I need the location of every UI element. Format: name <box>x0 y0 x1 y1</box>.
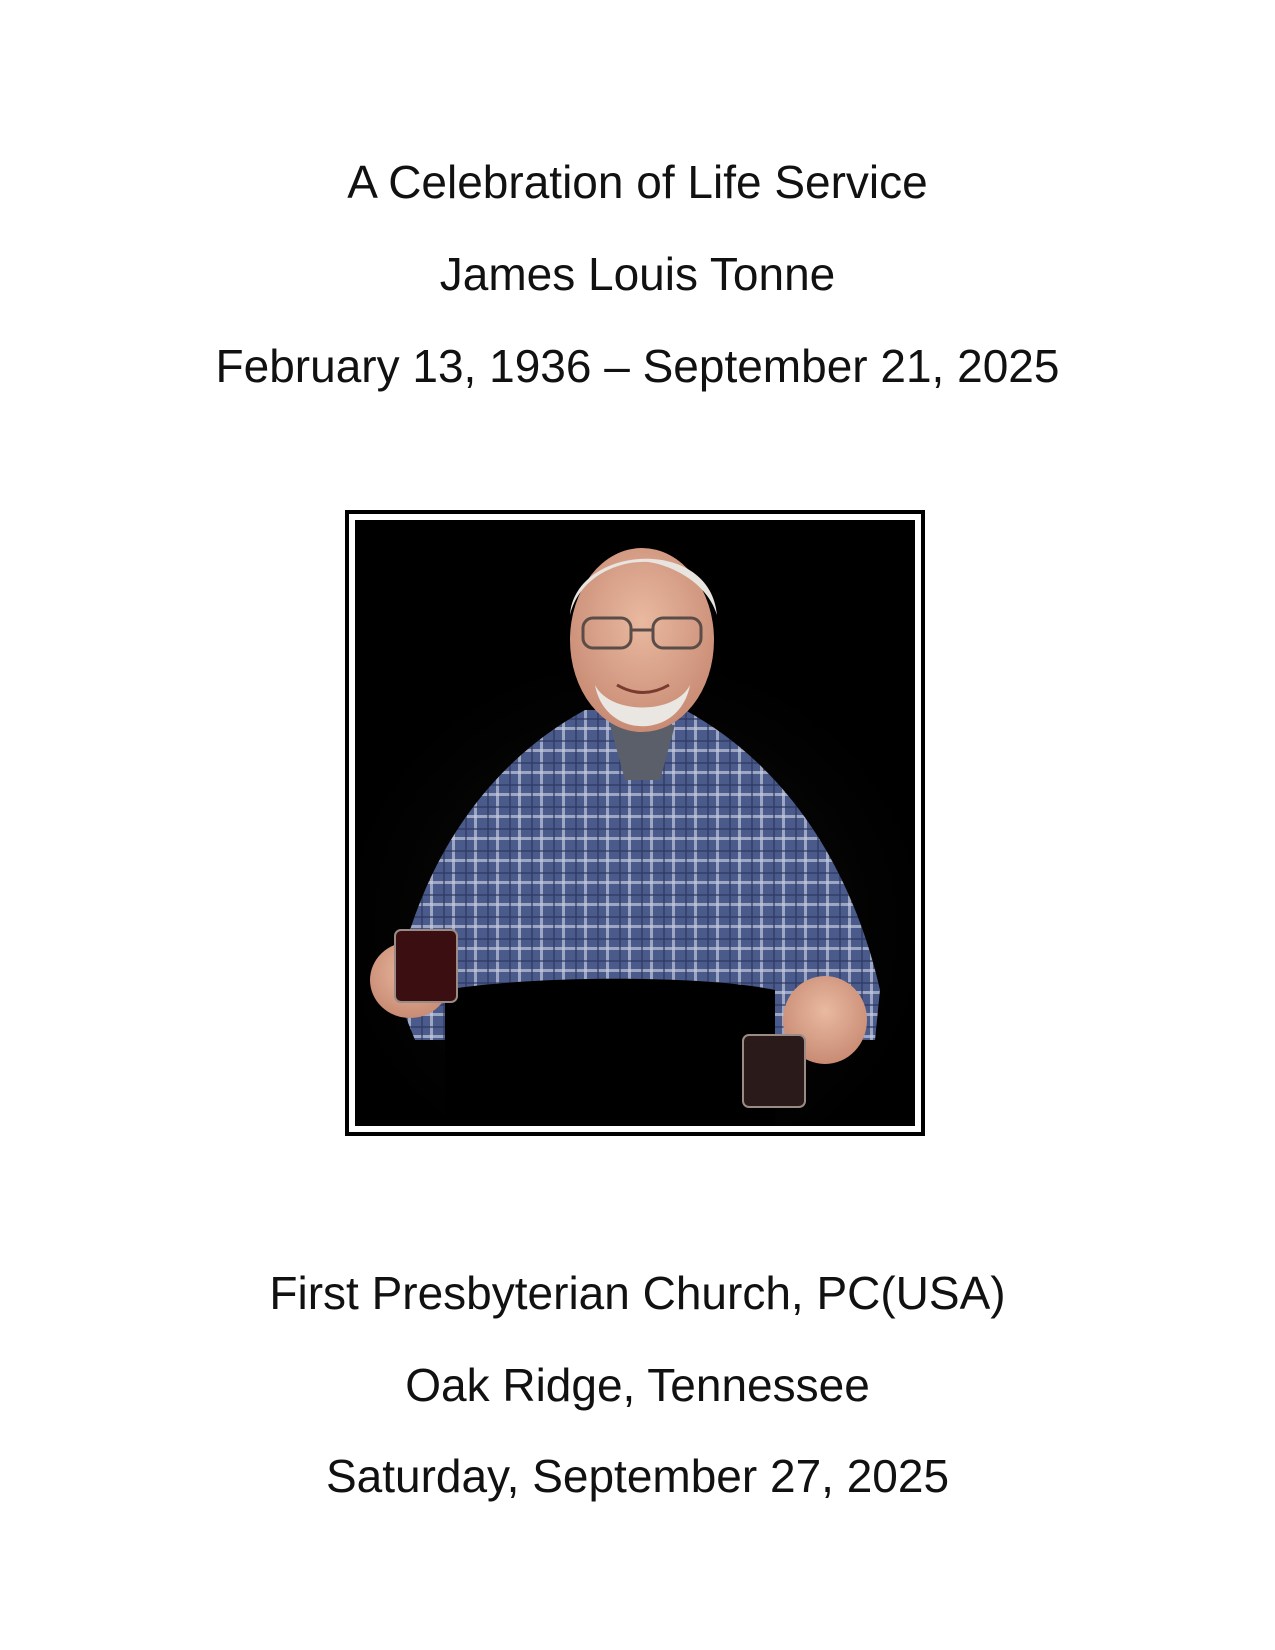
portrait-photo <box>355 520 915 1126</box>
life-dates: February 13, 1936 – September 21, 2025 <box>215 340 1060 392</box>
church-city: Oak Ridge, Tennessee <box>405 1359 870 1411</box>
portrait-illustration <box>355 520 915 1126</box>
deceased-name: James Louis Tonne <box>439 248 836 300</box>
service-title: A Celebration of Life Service <box>347 156 928 208</box>
portrait-frame <box>345 510 925 1136</box>
service-date: Saturday, September 27, 2025 <box>325 1450 950 1502</box>
church-name: First Presbyterian Church, PC(USA) <box>269 1267 1006 1319</box>
